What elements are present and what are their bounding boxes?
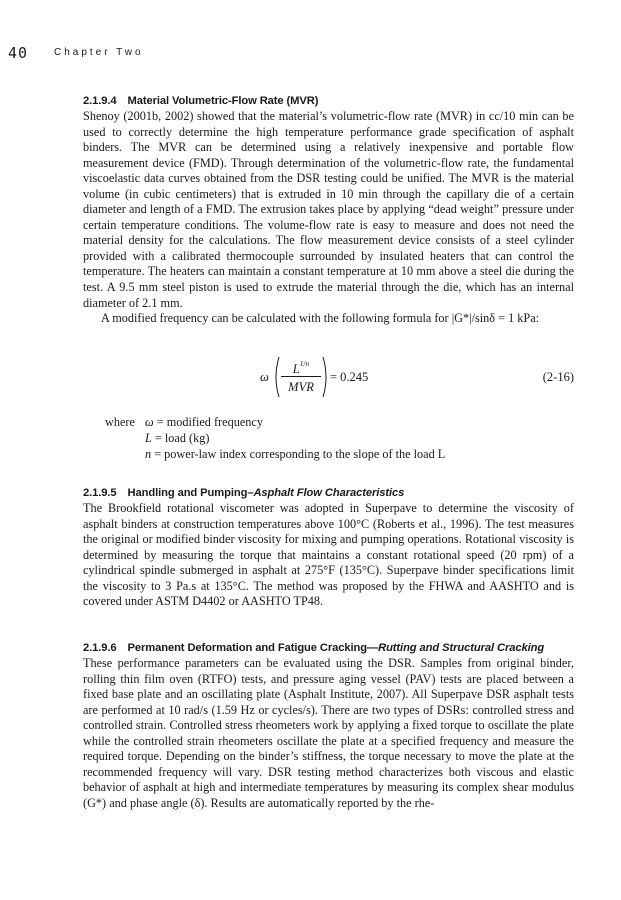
definition-row	[105, 414, 445, 430]
equation-denominator: MVR	[288, 380, 314, 394]
fraction-bar	[281, 376, 321, 377]
section-heading	[83, 93, 574, 109]
chapter-label: Chapter Two	[54, 47, 144, 58]
definition-text: = power-law index corresponding to the slope of the load L	[154, 447, 446, 461]
definition-symbol: ω	[145, 415, 154, 429]
section-2-1-9-6	[83, 640, 574, 811]
equation-numerator	[281, 358, 321, 377]
section-number: 2.1.9.6	[83, 642, 117, 654]
paragraph: Shenoy (2001b, 2002) showed that the material’s volumetric-flow rate (MVR) in cc/10 min can be used to correctly determine the high temperature performance grade specification of asphalt binders. The MVR can be determined using a relatively inexpensive and portable flow measurement device (FMD). Through determination of the volumetric-flow rate, the fundamental viscoelastic data curves obtained from the DSR testing could be unified. The MVR is the material volume (in cubic centimeters) that is extruded in 10 min through the capillary die of a certain diameter and length of a FMD. The extrusion takes place by applying “dead weight” pressure under certain temperature conditions. The volume-flow rate is easy to measure and does not need the material density for the calculations. The flow measurement device consists of a steel cylinder provided with a calibrated thermocouple surrounded by insulated heaters that can control the temperature. The heaters can maintain a constant temperature at 10 mm above a steel die during the test. A 9.5 mm steel piston is used to extrude the material through the die, which has an internal diameter of 2.1 mm.	[83, 109, 574, 310]
right-paren-icon	[322, 356, 330, 398]
equation-2-16	[83, 356, 574, 402]
numerator-symbol: L	[292, 362, 300, 377]
section-title: Permanent Deformation and Fatigue Cracking—	[127, 642, 379, 654]
definition-text: = modified frequency	[156, 415, 263, 429]
definition-row	[105, 430, 445, 446]
equation-rhs: = 0.245	[330, 370, 369, 384]
equation-fraction	[281, 358, 321, 395]
section-title-italic: Rutting and Structural Cracking	[378, 642, 545, 654]
equation-omega: ω	[260, 370, 269, 384]
definition-symbol: n	[145, 447, 152, 461]
paragraph: The Brookfield rotational viscometer was adopted in Superpave to determine the viscosity of asphalt binders at construction temperatures above 100°C (Roberts et al., 1996). The test measures the original or modified binder viscosity for mixing and pumping operations. Rotational viscosity is determined by measuring the torque that maintains a constant rotational speed (20 rpm) of a cylindrical spindle submerged in asphalt at 275°F (135°C). Superpave binder specifications limit the viscosity to 3 Pa.s at 135°C. The method was proposed by the FHWA and AASHTO and is covered under ASTM D4402 or AASHTO TP48.	[83, 501, 574, 609]
numerator-exponent: 1/n	[299, 359, 310, 368]
section-title-italic: Asphalt Flow Characteristics	[253, 487, 405, 499]
section-title: Handling and Pumping–	[127, 487, 254, 499]
section-number: 2.1.9.4	[83, 95, 117, 107]
definition-symbol: L	[145, 431, 152, 445]
section-2-1-9-5	[83, 485, 574, 610]
paragraph: These performance parameters can be evaluated using the DSR. Samples from original binder, rolling thin film oven (RTFO) tests, and pressure aging vessel (PAV) tests are placed between a fixed base plate and an oscillating plate (Asphalt Institute, 2007). All Superpave DSR asphalt tests are performed at 10 rad/s (1.59 Hz or cycles/s). There are two types of DSRs: controlled stress and controlled strain. Controlled stress rheometers work by applying a fixed torque to oscillate the plate while the controlled strain rheometers oscillate the plate at a specified frequency and measure the required torque. Depending on the binder’s stiffness, the torque necessary to move the plate at the recommended frequency will vary. DSR testing method characterizes both viscous and elastic behavior of asphalt at high and intermediate temperatures by measuring its complex shear modulus (G*) and phase angle (δ). Results are automatically reported by the rhe-	[83, 656, 574, 810]
left-paren-icon	[272, 356, 280, 398]
paragraph: A modified frequency can be calculated with the following formula for |G*|/sinδ = 1 kPa:	[101, 311, 540, 326]
section-heading	[83, 485, 574, 501]
variable-definitions	[105, 414, 445, 462]
section-number: 2.1.9.5	[83, 487, 117, 499]
equation-number: (2-16)	[542, 370, 574, 384]
definition-text: = load (kg)	[154, 431, 210, 445]
definition-row	[105, 446, 445, 462]
where-label: where	[105, 415, 135, 429]
section-title: Material Volumetric-Flow Rate (MVR)	[127, 95, 319, 107]
section-2-1-9-4	[83, 93, 574, 327]
section-heading	[83, 640, 574, 656]
page-number: 40	[8, 44, 29, 62]
